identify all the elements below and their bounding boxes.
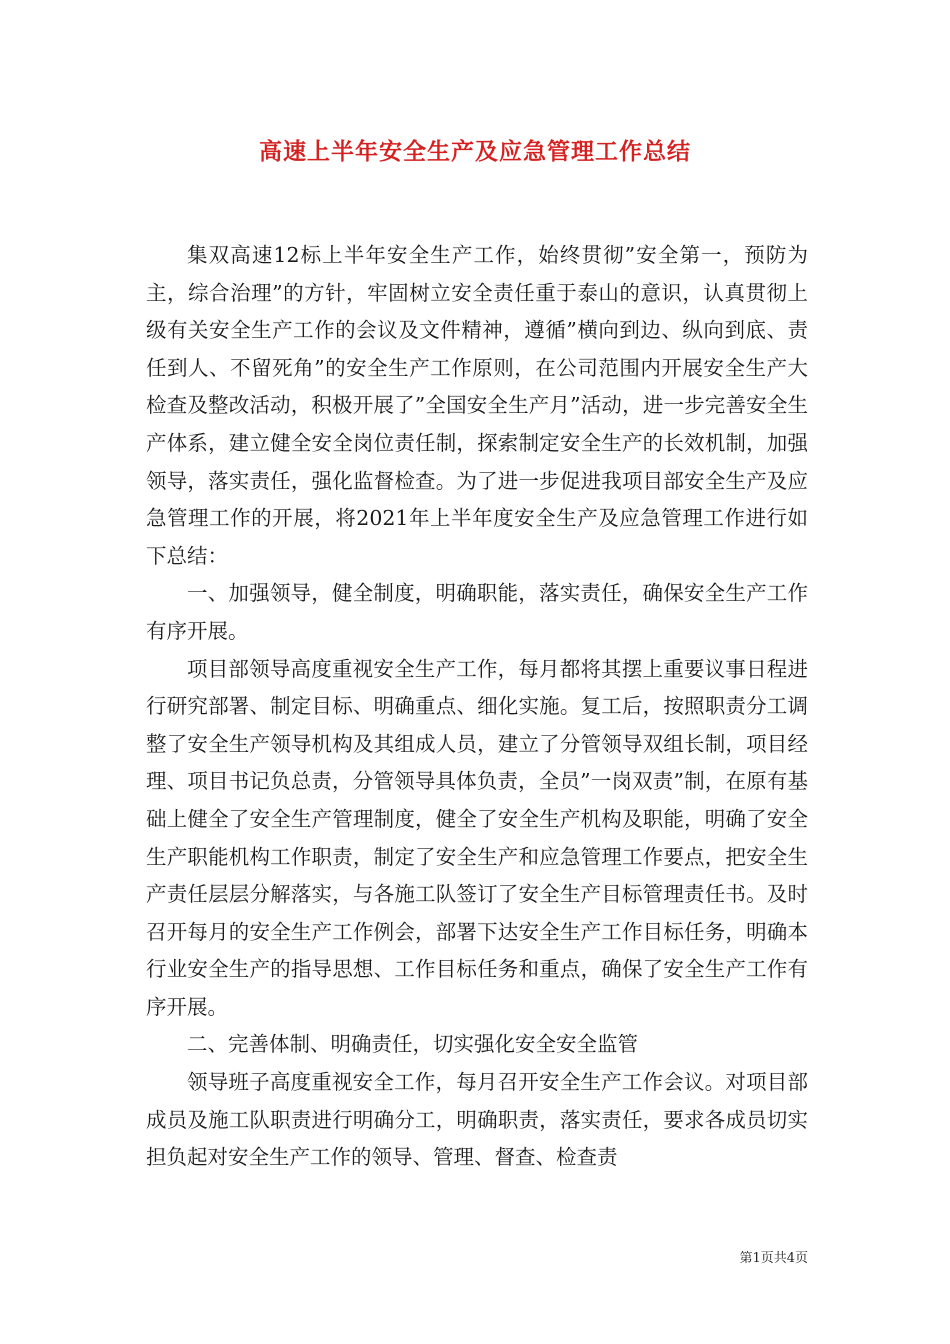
paragraph-section-1: 项目部领导高度重视安全生产工作，每月都将其摆上重要议事日程进行研究部署、制定目标、明确重点、细化实施。复工后，按照职责分工调整了安全生产领导机构及其组成人员，建立了分管领导双组长制，项目经理、项目书记负总责，分管领导具体负责，全员”一岗双责”制，在原有基础上健全了安全生产管理制度，健全了安全生产机构及职能，明确了安全生产职能机构工作职责，制定了安全生产和应急管理工作要点，把安全生产责任层层分解落实，与各施工队签订了安全生产目标管理责任书。及时召开每月的安全生产工作例会，部署下达安全生产工作目标任务，明确本行业安全生产的指导思想、工作目标任务和重点，确保了安全生产工作有序开展。 <box>146 656 808 1019</box>
section-heading-2: 二、完善体制、明确责任，切实强化安全安全监管 <box>187 1032 638 1057</box>
page-number-footer: 第1页共4页 <box>739 1251 808 1266</box>
document-title: 高速上半年安全生产及应急管理工作总结 <box>259 138 691 165</box>
paragraph-intro: 集双高速12标上半年安全生产工作，始终贯彻”安全第一，预防为主，综合治理”的方针，牢固树立安全责任重于泰山的意识，认真贯彻上级有关安全生产工作的会议及文件精神，遵循”横向到边、纵向到底、责任到人、不留死角”的安全生产工作原则，在公司范围内开展安全生产大检查及整改活动，积极开展了”全国安全生产月”活动，进一步完善安全生产体系，建立健全安全岗位责任制，探索制定安全生产的长效机制，加强领导，落实责任，强化监督检查。为了进一步促进我项目部安全生产及应急管理工作的开展，将2021年上半年度安全生产及应急管理工作进行如下总结： <box>146 243 808 568</box>
document-body <box>146 237 808 1177</box>
section-heading-1: 一、加强领导，健全制度，明确职能，落实责任，确保安全生产工作有序开展。 <box>146 581 808 643</box>
paragraph-section-2: 领导班子高度重视安全工作，每月召开安全生产工作会议。对项目部成员及施工队职责进行明确分工，明确职责，落实责任，要求各成员切实担负起对安全生产工作的领导、管理、督查、检查责 <box>146 1070 808 1170</box>
